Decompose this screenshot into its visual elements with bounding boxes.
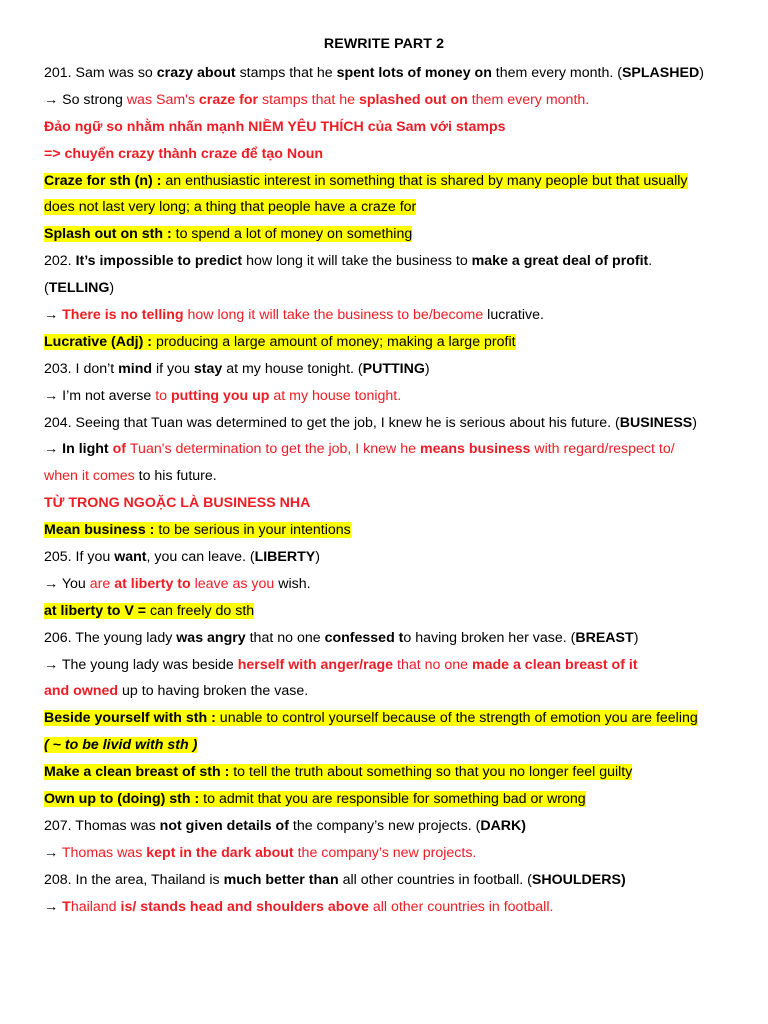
line-text: [44, 415, 697, 431]
text-segment: and owned: [44, 683, 119, 700]
highlighted-text: [44, 522, 351, 538]
text-line: [44, 517, 764, 544]
text-segment: TELLING: [48, 280, 110, 297]
highlighted-text: [44, 173, 688, 189]
line-text: [44, 872, 626, 888]
line-text: [44, 845, 476, 861]
text-segment: ): [109, 280, 115, 297]
text-segment: Splash out on sth :: [44, 226, 172, 243]
text-line: [44, 248, 764, 275]
highlighted-text: [44, 791, 586, 807]
text-segment: to admit that you are responsible for something bad or wrong: [199, 791, 586, 808]
text-segment: 208. In the area, Thailand is: [44, 871, 224, 888]
text-segment: how long it will take the business to: [242, 253, 472, 270]
text-segment: Tuan's determination to get the job, I knew he: [129, 441, 420, 458]
text-segment: Make a clean breast of sth :: [44, 764, 230, 781]
text-segment: them every month. (: [491, 65, 622, 81]
text-segment: at my house tonight. (: [222, 360, 363, 377]
text-line: [44, 625, 764, 652]
text-segment: 203. I don’t: [44, 360, 119, 377]
text-segment: →: [44, 898, 63, 915]
text-line: [44, 598, 764, 625]
text-segment: Craze for sth (n) :: [44, 172, 162, 189]
text-segment: TỪ TRONG NGOẶC LÀ BUSINESS NHA: [44, 495, 311, 512]
text-segment: to spend a lot of money on something: [171, 226, 413, 243]
text-segment: BUSINESS: [619, 414, 693, 431]
text-line: [44, 759, 764, 786]
line-text: [44, 818, 526, 834]
text-segment: T: [62, 898, 71, 915]
text-segment: stay: [193, 360, 223, 377]
text-segment: at liberty to V =: [44, 602, 147, 619]
text-segment: ): [699, 65, 704, 81]
text-segment: at liberty to: [114, 575, 191, 592]
line-text: [44, 576, 311, 592]
line-text: [44, 683, 308, 699]
text-segment: to tell the truth about something so that you no longer feel guilty: [229, 764, 633, 781]
text-segment: want: [114, 549, 147, 566]
line-text: [44, 441, 675, 457]
line-text: [44, 388, 401, 404]
text-segment: There is no telling: [62, 307, 184, 324]
text-segment: DARK): [480, 817, 527, 834]
text-segment: → The young lady was beside: [44, 656, 238, 673]
text-segment: to: [155, 387, 171, 404]
text-segment: to his future.: [134, 468, 217, 485]
line-text: [44, 119, 506, 135]
text-segment: SPLASHED: [621, 65, 700, 81]
text-segment: , you can leave. (: [146, 549, 255, 566]
text-segment: much better than: [223, 871, 339, 888]
text-segment: o having broken her vase. (: [403, 629, 576, 646]
text-segment: herself with anger/rage: [237, 656, 394, 673]
highlighted-text: [44, 199, 416, 215]
text-segment: ): [315, 549, 321, 566]
text-segment: → You: [44, 575, 90, 592]
text-segment: with regard/respect to/: [530, 441, 675, 458]
text-segment: stamps that he: [235, 65, 337, 81]
text-segment: crazy about: [156, 65, 236, 81]
document-body: [44, 60, 764, 921]
text-line: [44, 356, 764, 383]
text-segment: .: [648, 253, 653, 270]
text-segment: is/ stands head and shoulders above: [120, 898, 369, 915]
text-segment: Mean business :: [44, 522, 155, 539]
text-segment: how long it will take the business to be/become: [183, 307, 484, 324]
line-text: [44, 307, 544, 323]
text-line: [44, 652, 764, 679]
highlighted-text: [44, 764, 632, 780]
text-segment: can freely do sth: [146, 602, 255, 619]
text-segment: SHOULDERS): [531, 871, 626, 888]
text-segment: are: [89, 575, 115, 592]
text-segment: 205. If you: [44, 549, 115, 566]
text-segment: → I’m not averse: [44, 387, 156, 404]
text-segment: LIBERTY: [254, 549, 316, 566]
text-segment: Thomas was: [61, 844, 147, 861]
text-segment: ( ~ to be livid with sth ): [44, 737, 198, 754]
text-segment: Beside yourself with sth :: [44, 710, 216, 727]
text-segment: at my house tonight.: [269, 387, 402, 404]
text-line: [44, 436, 764, 463]
text-segment: was Sam's: [126, 91, 199, 108]
text-segment: an enthusiastic interest in something that is shared by many people but that usually: [161, 172, 688, 189]
text-segment: hailand: [70, 898, 121, 915]
text-segment: up to having broken the vase.: [118, 683, 309, 700]
text-line: [44, 544, 764, 571]
text-line: [44, 114, 764, 141]
text-segment: mind: [118, 360, 153, 377]
line-text: [44, 468, 217, 484]
text-segment: the company’s new projects.: [293, 844, 477, 861]
highlighted-text: [44, 603, 254, 619]
text-line: [44, 329, 764, 356]
text-segment: stamps that he: [258, 91, 359, 108]
highlighted-text: [44, 226, 412, 242]
line-text: [44, 146, 323, 162]
text-segment: In light: [62, 441, 109, 458]
text-segment: → So strong: [44, 91, 127, 108]
text-line: [44, 302, 764, 329]
text-segment: →: [44, 307, 63, 324]
text-line: [44, 141, 764, 168]
text-segment: BREAST: [575, 629, 634, 646]
text-segment: make a great deal of profit: [471, 253, 649, 270]
text-segment: splashed out on: [359, 91, 468, 108]
text-segment: →: [44, 441, 63, 458]
text-line: [44, 571, 764, 598]
text-segment: kept in the dark about: [146, 844, 294, 861]
text-segment: the company’s new projects. (: [288, 817, 481, 834]
text-line: [44, 87, 764, 114]
text-segment: Lucrative (Adj) :: [44, 333, 152, 350]
text-line: [44, 867, 764, 894]
text-segment: that no one: [245, 629, 325, 646]
text-line: [44, 813, 764, 840]
line-text: [44, 549, 320, 565]
text-segment: to be serious in your intentions: [154, 522, 351, 539]
text-segment: wish.: [274, 575, 311, 592]
text-segment: them every month.: [467, 91, 590, 108]
text-segment: 201. Sam was so: [44, 65, 157, 81]
text-line: [44, 194, 764, 221]
text-segment: when it comes: [44, 468, 135, 485]
text-segment: all other countries in football.: [368, 898, 554, 915]
line-text: [44, 495, 310, 511]
text-line: [44, 732, 764, 759]
line-text: [44, 630, 638, 646]
text-line: [44, 168, 764, 195]
text-segment: spent lots of money on: [336, 65, 492, 81]
line-text: [44, 280, 114, 296]
text-line: [44, 60, 764, 87]
text-segment: ): [424, 360, 430, 377]
text-line: [44, 894, 764, 921]
text-line: [44, 275, 764, 302]
text-segment: 202.: [44, 253, 76, 270]
line-text: [44, 253, 652, 269]
line-text: [44, 361, 430, 377]
text-segment: 204. Seeing that Tuan was determined to get the job, I knew he is serious about his future. (: [44, 414, 620, 431]
text-segment: confessed t: [324, 629, 404, 646]
text-line: [44, 463, 764, 490]
text-line: [44, 410, 764, 437]
text-line: [44, 840, 764, 867]
text-segment: was angry: [176, 629, 246, 646]
text-segment: that no one: [393, 656, 472, 673]
text-segment: not given details of: [159, 817, 289, 834]
text-segment: Own up to (doing) sth :: [44, 791, 200, 808]
text-segment: does not last very long; a thing that people have a craze for: [44, 199, 417, 216]
highlighted-text: [44, 710, 698, 726]
text-line: [44, 221, 764, 248]
text-segment: ): [633, 629, 639, 646]
text-segment: of: [108, 441, 130, 458]
text-segment: if you: [152, 360, 194, 377]
text-segment: →: [44, 844, 62, 861]
text-segment: producing a large amount of money; making a large profit: [152, 333, 516, 350]
highlighted-text: [44, 737, 197, 753]
line-text: [44, 657, 638, 673]
page-title: REWRITE PART 2: [323, 36, 445, 52]
text-segment: leave as you: [190, 575, 275, 592]
highlighted-text: [44, 334, 516, 350]
text-segment: 207. Thomas was: [44, 817, 160, 834]
text-segment: 206. The young lady: [44, 629, 177, 646]
text-segment: => chuyển crazy thành craze để tạo Noun: [44, 145, 324, 162]
text-line: [44, 490, 764, 517]
text-segment: putting you up: [170, 387, 270, 404]
line-text: [44, 92, 589, 108]
line-text: [44, 65, 704, 81]
text-segment: PUTTING: [362, 360, 425, 377]
text-line: [44, 786, 764, 813]
text-line: [44, 383, 764, 410]
text-segment: Đảo ngữ so nhằm nhấn mạnh NIỀM YÊU THÍCH của Sam với stamps: [44, 118, 506, 135]
text-segment: means business: [419, 441, 531, 458]
line-text: [44, 899, 553, 915]
text-segment: craze for: [198, 91, 259, 108]
text-segment: ): [692, 414, 697, 431]
text-segment: unable to control yourself because of the strength of emotion you are feeling: [215, 710, 698, 727]
text-segment: made a clean breast of it: [471, 656, 638, 673]
text-segment: It’s impossible to predict: [75, 253, 243, 270]
text-line: [44, 678, 764, 705]
text-segment: all other countries in football. (: [338, 871, 532, 888]
text-segment: lucrative.: [483, 307, 544, 324]
text-line: [44, 705, 764, 732]
text-segment: (: [44, 280, 49, 297]
